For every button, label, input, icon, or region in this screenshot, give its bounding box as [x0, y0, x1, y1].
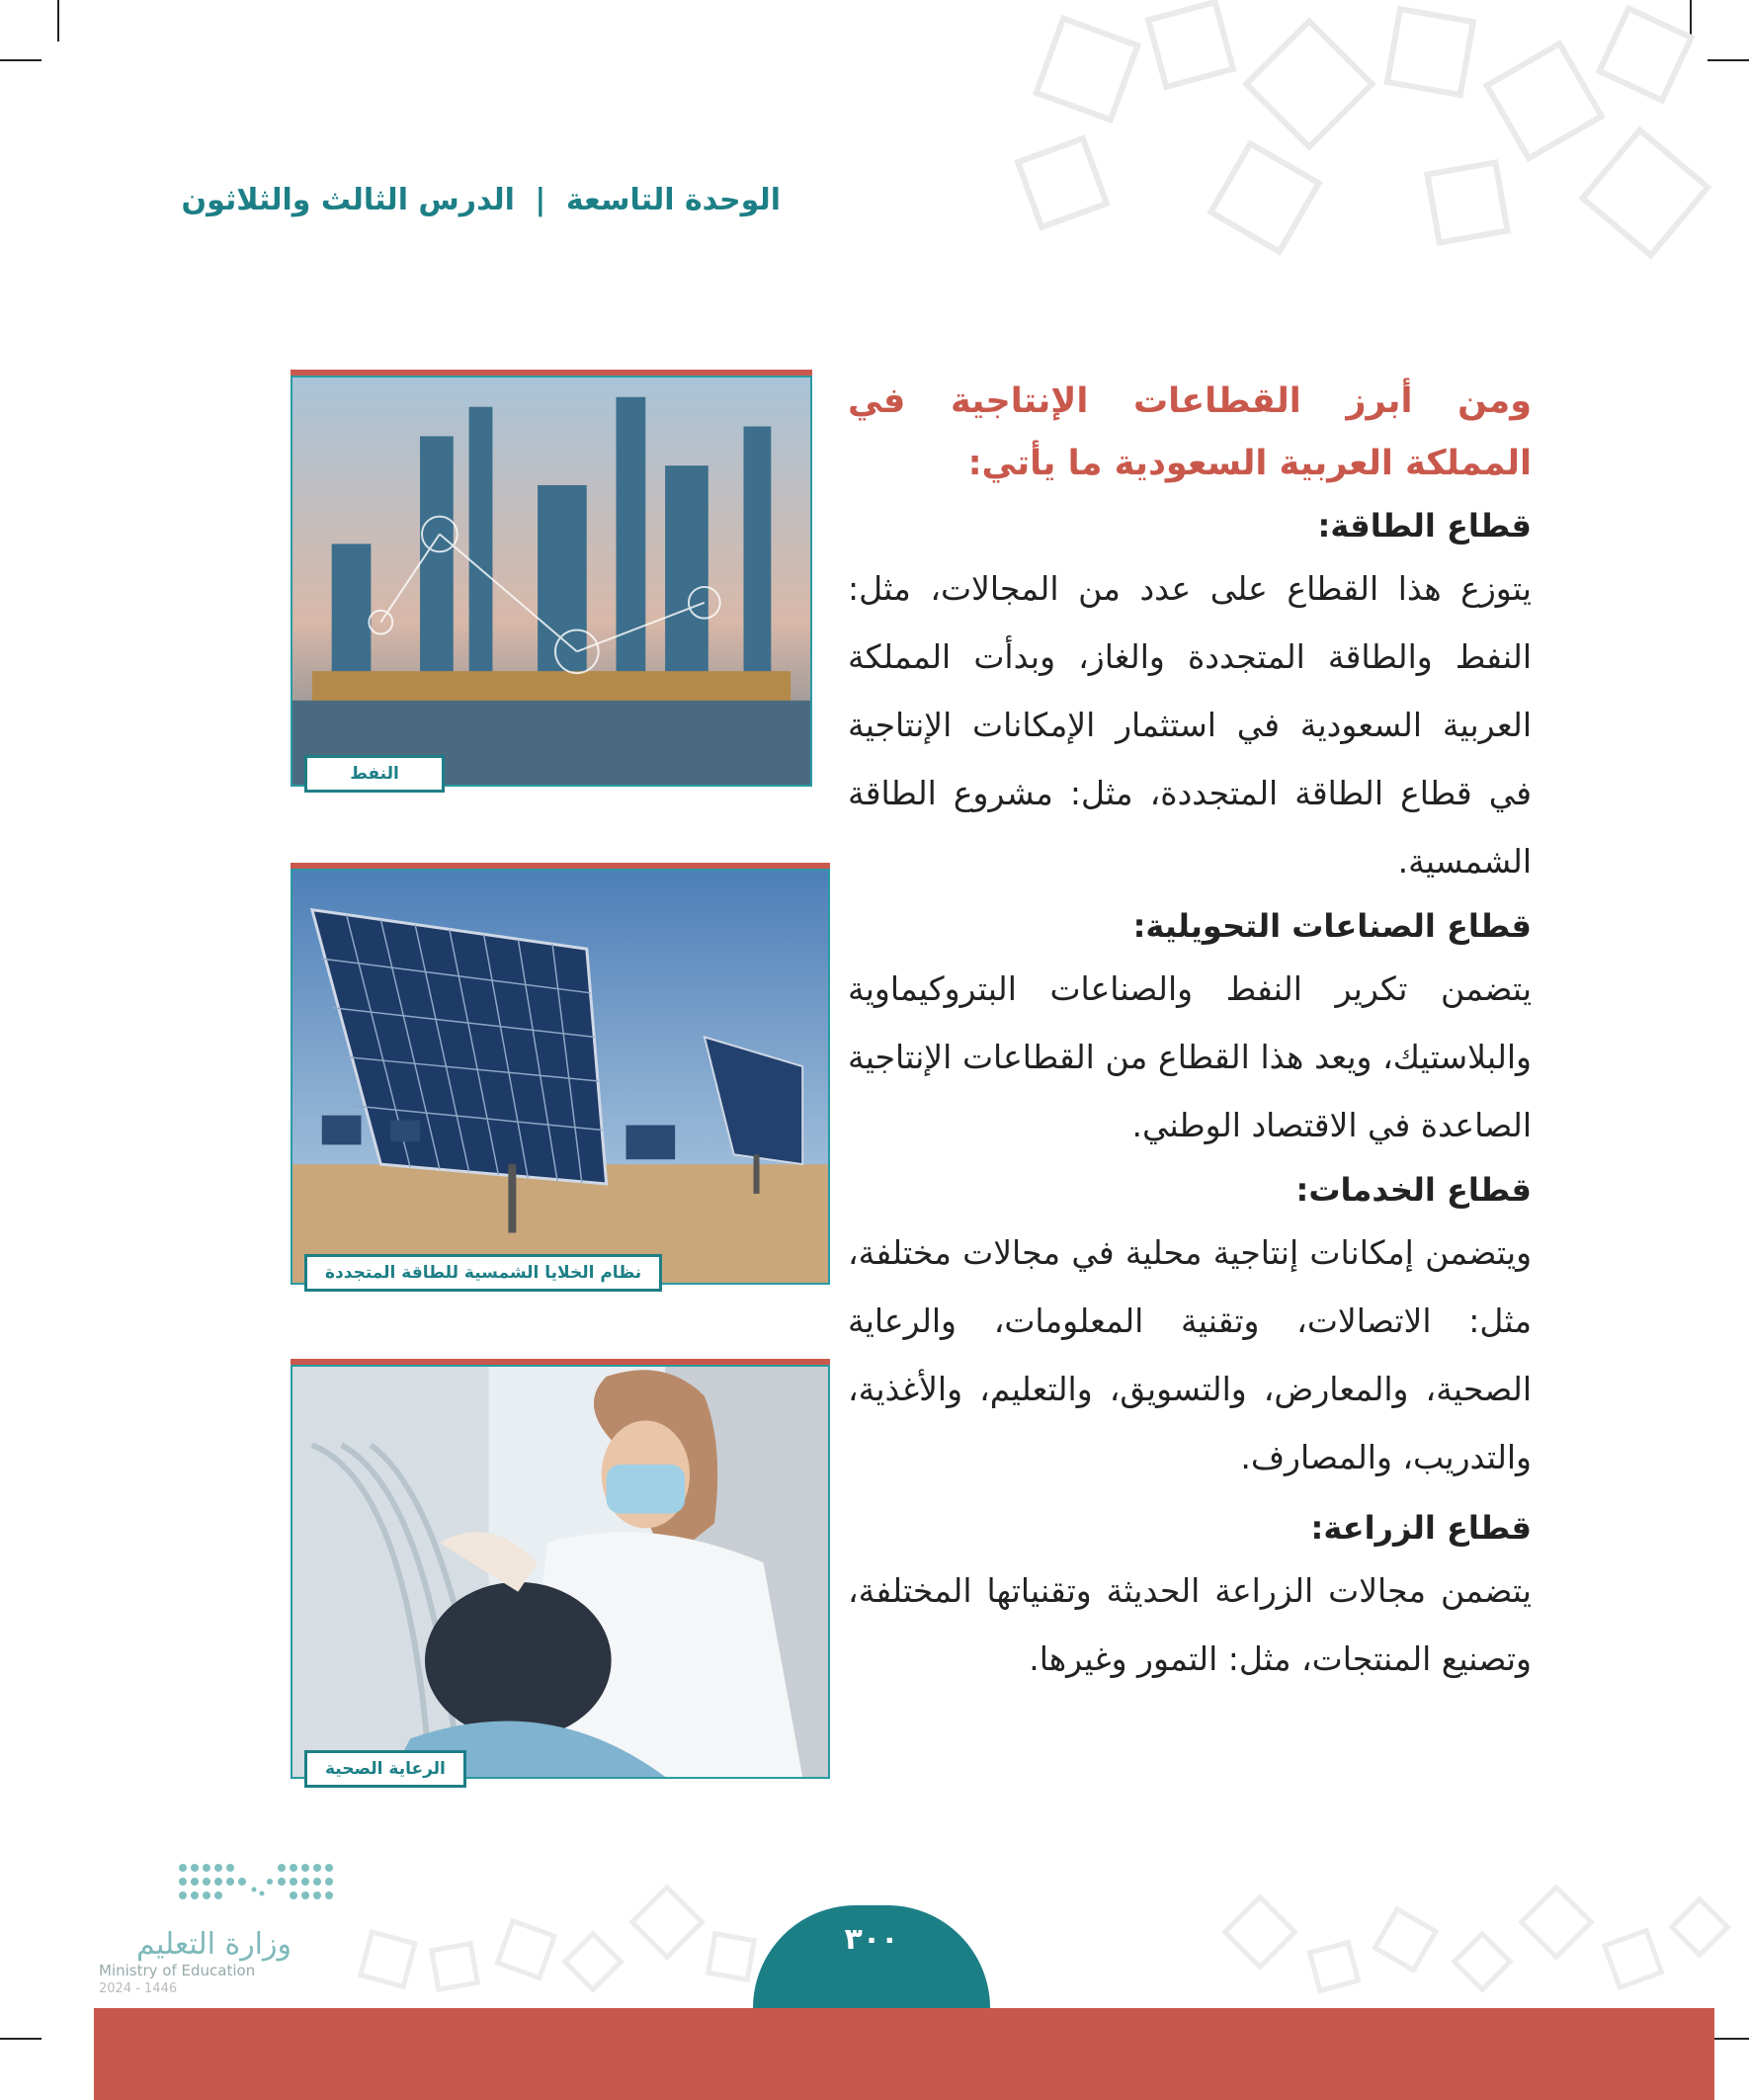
crop-mark: [0, 2038, 42, 2040]
section-title-manufacturing: قطاع الصناعات التحويلية:: [1132, 907, 1532, 945]
decorative-pattern-top: [968, 0, 1749, 336]
figure-caption: نظام الخلايا الشمسية للطاقة المتجددة: [304, 1254, 662, 1292]
lesson-label: الدرس الثالث والثلاثون: [181, 183, 515, 217]
figure-health: [291, 1359, 830, 1779]
section-text-services: ويتضمن إمكانات إنتاجية محلية في مجالات مختلفة، مثل: الاتصالات، وتقنية المعلومات، والرعاية الصحية، والمعارض، والتسويق، والتعليم، والأغذية، والتدريب، والمصارف.: [848, 1233, 1532, 1476]
intro-heading: ومن أبرز القطاعات الإنتاجية في المملكة العربية السعودية ما يأتي:: [848, 381, 1532, 483]
logo-dots-icon: [173, 1858, 430, 1917]
section-text-agriculture: يتضمن مجالات الزراعة الحديثة وتقنياتها المختلفة، وتصنيع المنتجات، مثل: التمور وغيرها.: [848, 1571, 1532, 1678]
figure-solar: [291, 863, 830, 1285]
oil-refinery-photo: [291, 376, 812, 787]
section-text-energy: يتوزع هذا القطاع على عدد من المجالات، مثل: النفط والطاقة المتجددة والغاز، وبدأت المملكة العربية السعودية في استثمار الإمكانات الإنتاجية في قطاع الطاقة المتجددة، مثل: مشروع الطاقة الشمسية.: [848, 569, 1532, 881]
ministry-logo: [94, 1858, 351, 1996]
main-text: [848, 371, 1532, 1693]
page-header: [182, 183, 781, 217]
crop-mark: [0, 59, 42, 61]
figure-caption: النفط: [304, 755, 445, 793]
section-title-agriculture: قطاع الزراعة:: [1310, 1509, 1532, 1547]
header-separator: |: [535, 183, 546, 217]
section-title-services: قطاع الخدمات:: [1295, 1171, 1532, 1209]
figure-oil: [291, 370, 812, 787]
solar-panels-photo: [291, 869, 830, 1285]
page-number: ٣٠٠: [844, 1922, 899, 1957]
figure-caption: الرعاية الصحية: [304, 1750, 466, 1788]
dentist-photo: [291, 1365, 830, 1779]
section-text-manufacturing: يتضمن تكرير النفط والصناعات البتروكيماوية والبلاستيك، ويعد هذا القطاع من القطاعات الإنتاجية الصاعدة في الاقتصاد الوطني.: [848, 969, 1532, 1144]
logo-arabic-text: وزارة التعليم: [135, 1927, 292, 1962]
unit-label: الوحدة التاسعة: [565, 183, 781, 217]
decorative-pattern-bottom: [247, 1878, 1749, 2016]
logo-year-text: 2024 - 1446: [99, 1981, 178, 1996]
logo-english-text: Ministry of Education: [99, 1962, 256, 1979]
section-title-energy: قطاع الطاقة:: [1317, 507, 1532, 545]
footer-bar: [94, 2008, 1714, 2100]
crop-mark: [57, 0, 59, 42]
